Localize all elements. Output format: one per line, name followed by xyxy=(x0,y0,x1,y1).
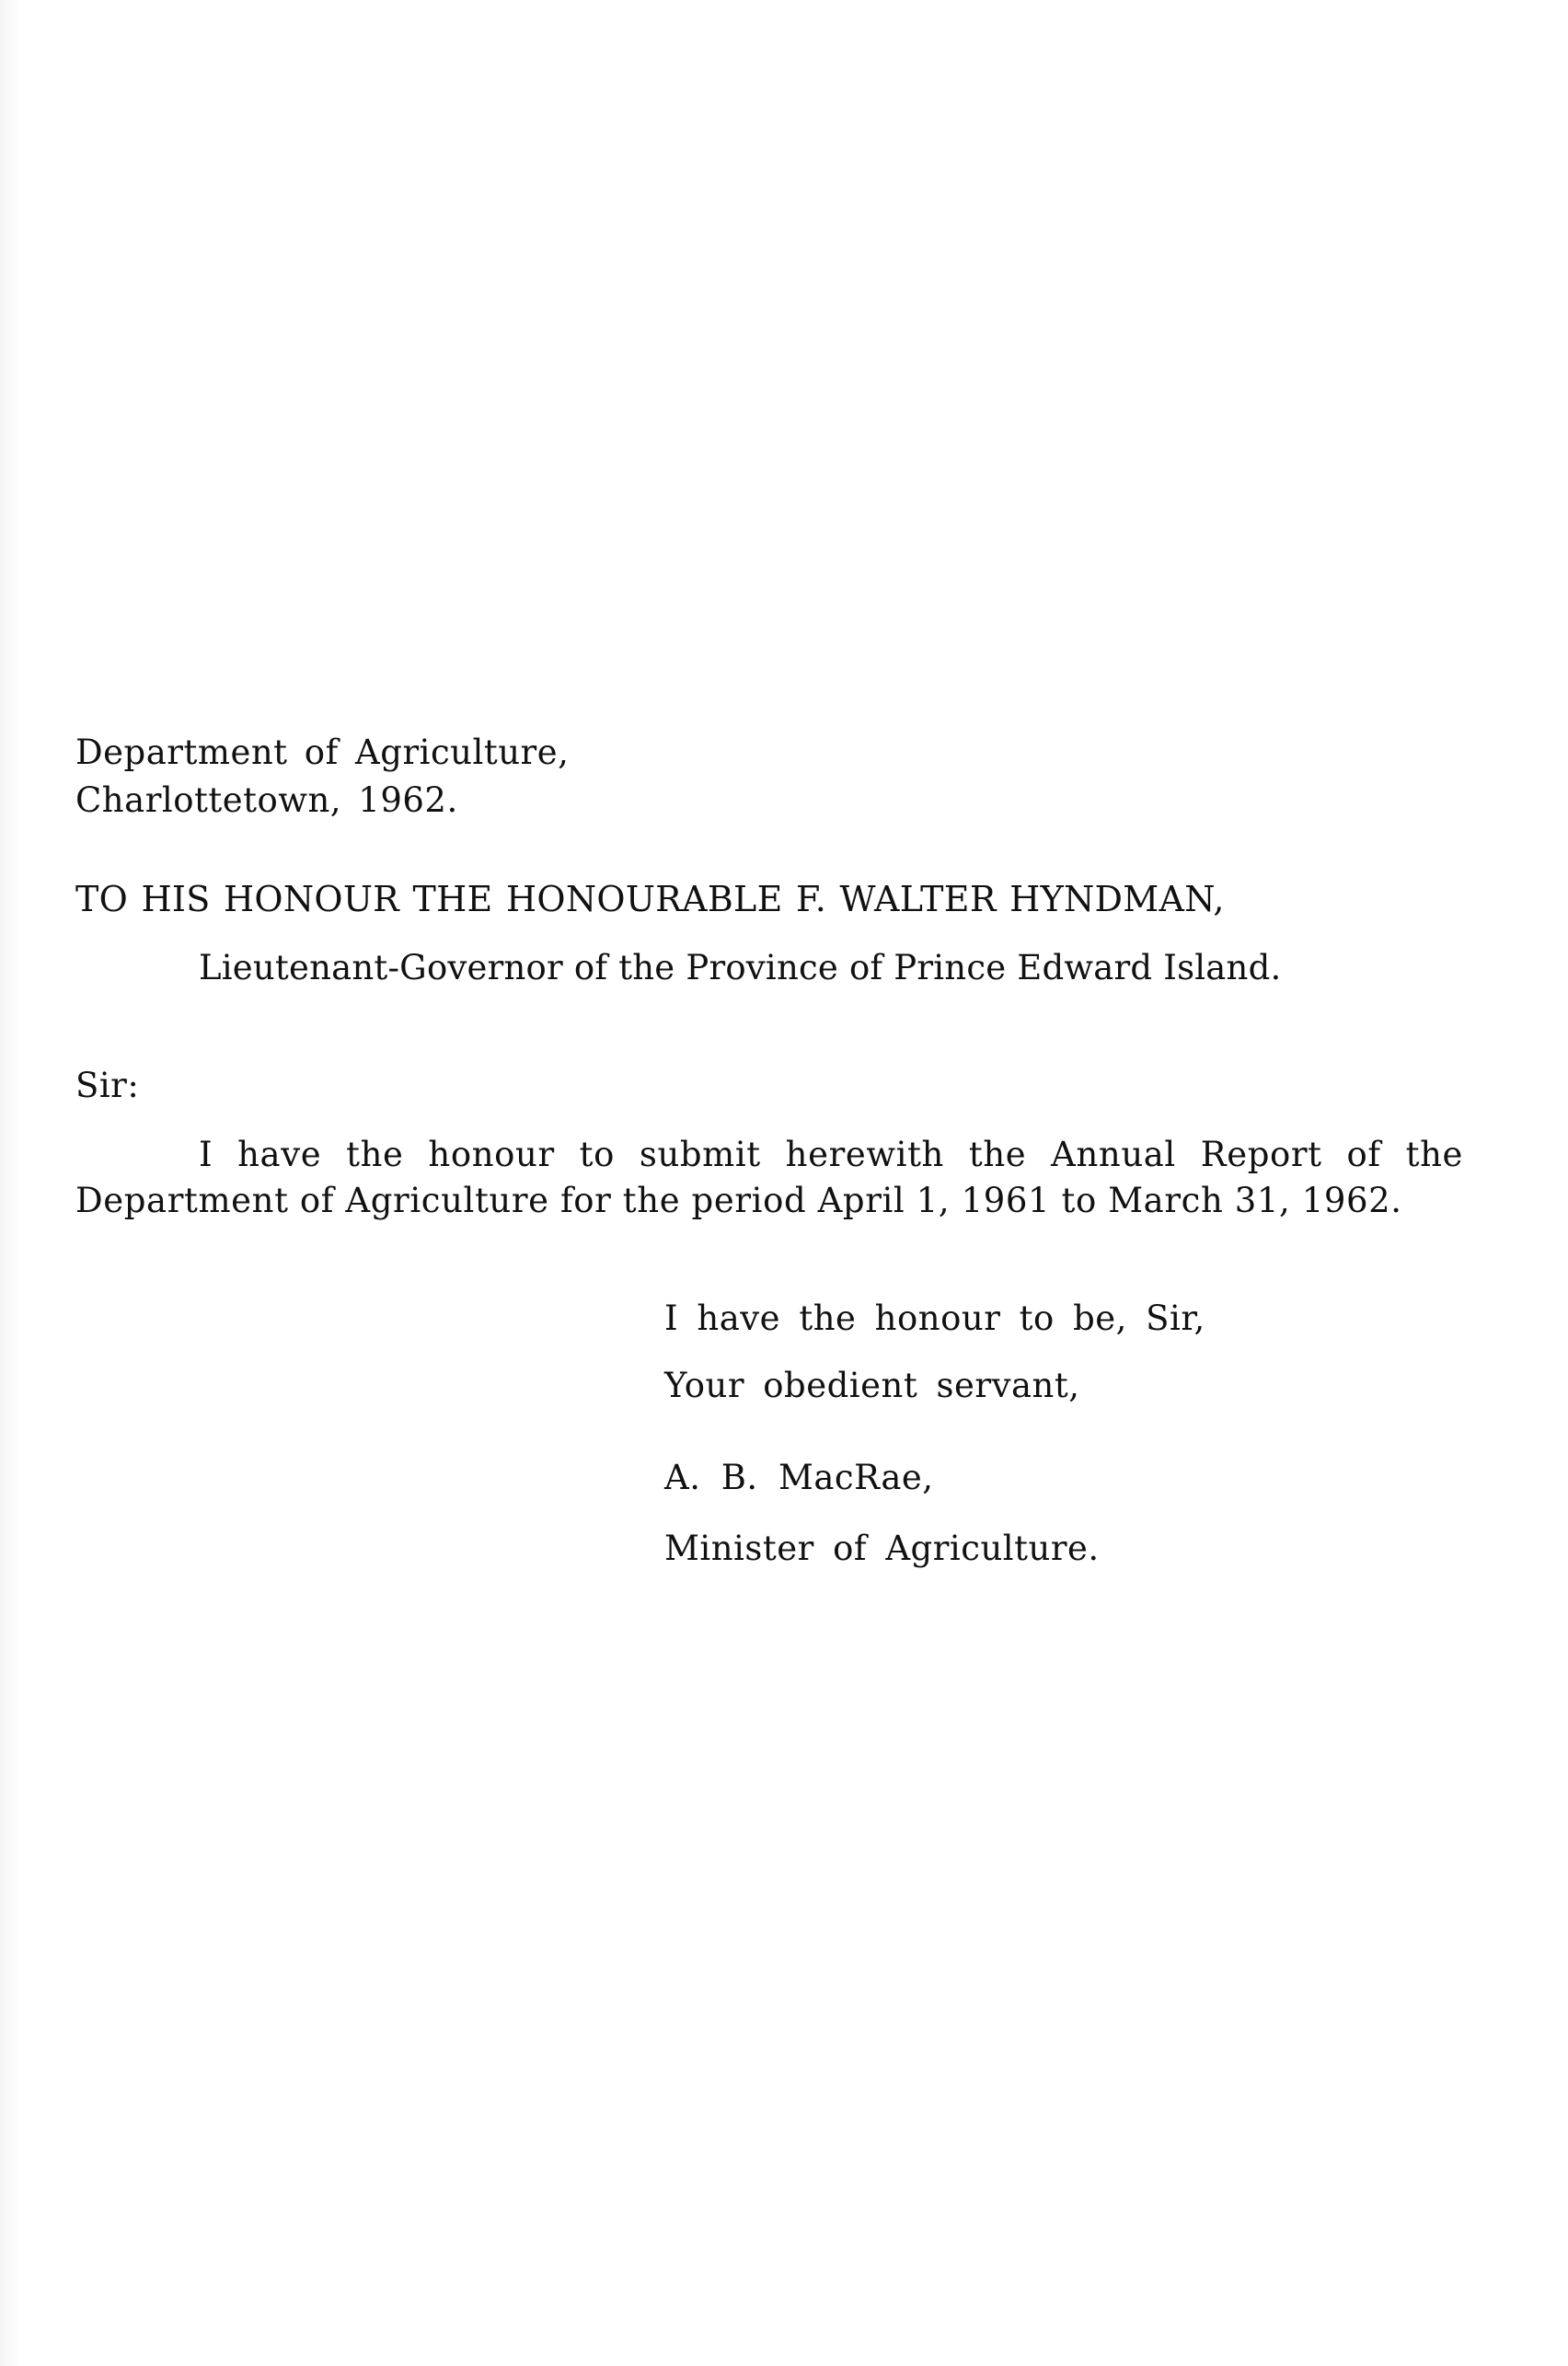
salutation: Sir: xyxy=(75,1066,140,1105)
closing-line-2: Your obedient servant, xyxy=(664,1366,1080,1405)
page-edge-shadow xyxy=(0,0,20,2366)
signer-role: Minister of Agriculture. xyxy=(664,1529,1100,1568)
addressee-name: TO HIS HONOUR THE HONOURABLE F. WALTER HYNDMAN, xyxy=(75,879,1225,919)
body-paragraph xyxy=(75,1132,1463,1224)
sender-department: Department of Agriculture, xyxy=(75,733,570,772)
body-text: I have the honour to submit herewith the Annual Report of the Department of Agriculture for the period April 1, 1961 to March 31, 1962. xyxy=(75,1135,1463,1220)
closing-line-1: I have the honour to be, Sir, xyxy=(664,1298,1205,1338)
signer-name: A. B. MacRae, xyxy=(664,1458,934,1497)
sender-place-date: Charlottetown, 1962. xyxy=(75,780,458,820)
addressee-title: Lieutenant-Governor of the Province of Prince Edward Island. xyxy=(199,948,1282,987)
